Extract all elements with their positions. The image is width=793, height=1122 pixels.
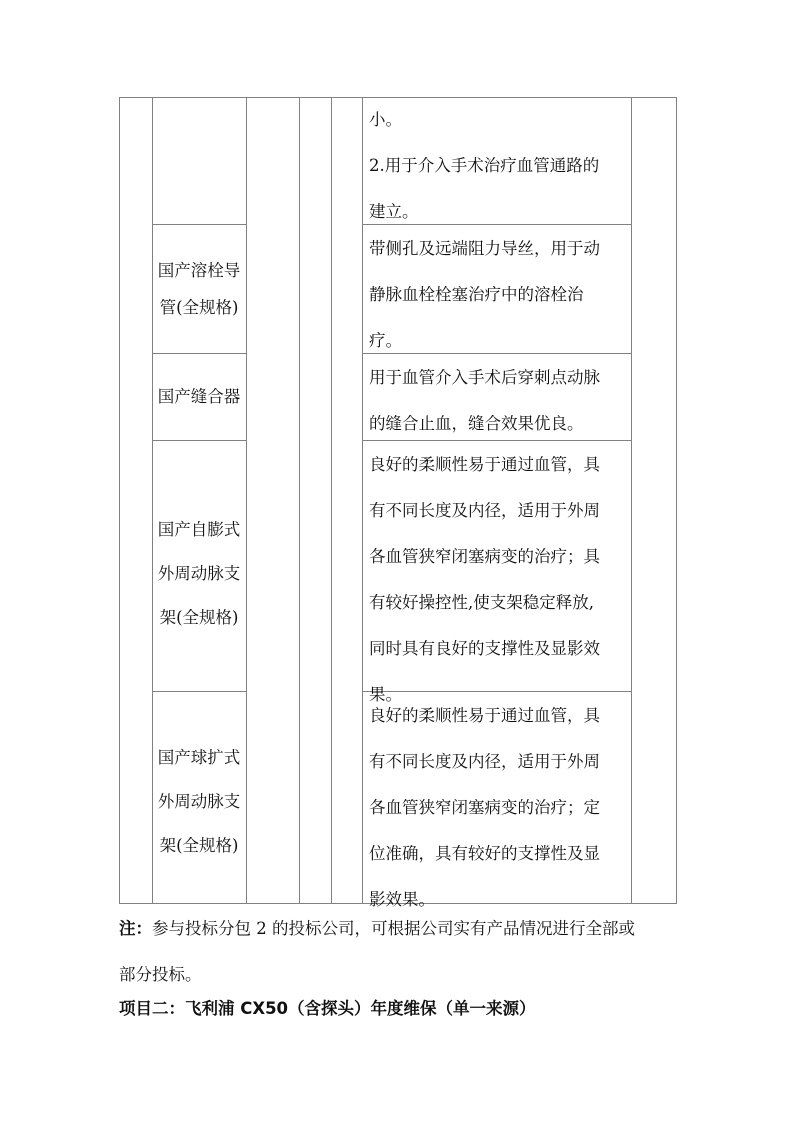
desc-line: 果。 [369, 685, 402, 704]
name-line: 国产自膨式 [157, 520, 241, 539]
desc-line: 用于血管介入手术后穿刺点动脉 [369, 368, 600, 387]
section-heading: 项目二：飞利浦 CX50（含探头）年度维保（单一来源） [119, 999, 536, 1018]
desc-line: 疗。 [369, 331, 402, 350]
desc-line: 建立。 [369, 202, 419, 221]
table-row-desc [369, 442, 631, 718]
table-row-desc [369, 226, 631, 364]
note-paragraph [119, 906, 699, 998]
desc-line: 的缝合止血，缝合效果优良。 [369, 414, 584, 433]
desc-line: 2.用于介入手术治疗血管通路的 [369, 156, 600, 175]
desc-line: 良好的柔顺性易于通过血管，具 [369, 706, 600, 725]
name-line: 管(全规格) [159, 298, 239, 317]
note-text-line1: 参与投标分包 2 的投标公司，可根据公司实有产品情况进行全部或 [152, 919, 635, 938]
desc-line: 同时具有良好的支撑性及显影效 [369, 639, 600, 658]
desc-line: 有较好操控性,使支架稳定释放, [369, 593, 594, 612]
name-line: 架(全规格) [159, 608, 239, 627]
desc-line: 有不同长度及内径，适用于外周 [369, 752, 600, 771]
table-row-product-name [152, 378, 246, 415]
table-row-product-name [152, 508, 246, 640]
desc-line: 小。 [369, 110, 402, 129]
name-line: 国产缝合器 [157, 387, 241, 406]
table-row-product-name [152, 736, 246, 868]
desc-line: 位准确，具有较好的支撑性及显 [369, 844, 600, 863]
note-label: 注： [119, 919, 152, 938]
table-row-product-name [152, 252, 246, 326]
desc-line: 良好的柔顺性易于通过血管，具 [369, 455, 600, 474]
name-line: 国产球扩式 [157, 748, 241, 767]
desc-line: 带侧孔及远端阻力导丝，用于动 [369, 239, 600, 258]
name-line: 国产溶栓导 [157, 261, 241, 280]
name-line: 外周动脉支 [157, 564, 241, 583]
name-line: 外周动脉支 [157, 792, 241, 811]
note-text-line2: 部分投标。 [119, 965, 202, 984]
desc-line: 各血管狭窄闭塞病变的治疗；具 [369, 547, 600, 566]
table-row-desc [369, 693, 631, 923]
desc-line: 有不同长度及内径，适用于外周 [369, 501, 600, 520]
desc-line: 各血管狭窄闭塞病变的治疗；定 [369, 798, 600, 817]
name-line: 架(全规格) [159, 836, 239, 855]
desc-line: 影效果。 [369, 890, 435, 909]
desc-line: 静脉血栓栓塞治疗中的溶栓治 [369, 285, 584, 304]
table-row-desc [369, 97, 631, 235]
table-row-desc [369, 355, 631, 447]
